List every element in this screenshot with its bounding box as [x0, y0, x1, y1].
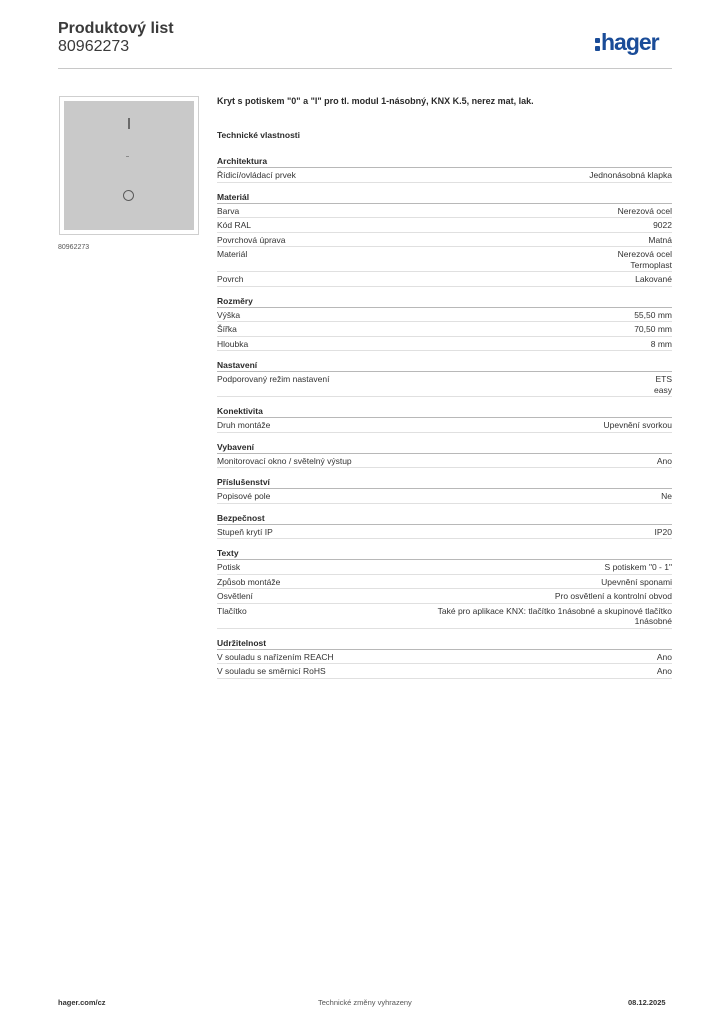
- spec-value: [555, 591, 672, 602]
- specs-table: [217, 155, 672, 687]
- cover-plate-image: [64, 101, 194, 230]
- spec-row: [217, 204, 672, 219]
- product-image: [59, 96, 199, 235]
- spec-section-title: Bezpečnost: [217, 512, 672, 525]
- spec-row: [217, 372, 672, 397]
- hager-logo: [595, 29, 659, 56]
- spec-section: [217, 476, 672, 504]
- spec-section: [217, 441, 672, 469]
- spec-label: Povrchová úprava: [217, 234, 286, 245]
- spec-value: [654, 374, 672, 395]
- spec-value-line: 8 mm: [650, 338, 672, 349]
- spec-value: [657, 652, 672, 663]
- spec-label: Výška: [217, 309, 241, 320]
- spec-label: Barva: [217, 205, 240, 216]
- spec-row: [217, 525, 672, 540]
- spec-row: [217, 233, 672, 248]
- spec-value-line: S potiskem "0 - 1": [604, 562, 672, 572]
- spec-value-line: Ano: [656, 666, 672, 676]
- spec-label: V souladu s nařízením REACH: [217, 651, 334, 662]
- footer-website[interactable]: hager.com/cz: [58, 998, 106, 1007]
- spec-row: [217, 272, 672, 287]
- spec-value: [635, 274, 672, 285]
- spec-section-title: Architektura: [217, 155, 672, 168]
- spec-section-title: Příslušenství: [217, 476, 672, 489]
- spec-section-title: Vybavení: [217, 441, 672, 454]
- spec-label: Podporovaný režim nastavení: [217, 374, 330, 384]
- spec-section-title: Konektivita: [217, 405, 672, 418]
- spec-label: Monitorovací okno / světelný výstup: [217, 455, 352, 466]
- spec-value-line: Ano: [656, 651, 672, 662]
- spec-label: Osvětlení: [217, 591, 253, 601]
- spec-row: [217, 589, 672, 604]
- header-divider: [58, 68, 672, 69]
- spec-value: [657, 456, 672, 467]
- spec-row: [217, 454, 672, 469]
- spec-row: [217, 322, 672, 337]
- spec-row: [217, 247, 672, 272]
- image-caption: 80962273: [58, 244, 90, 251]
- spec-value: [655, 527, 673, 538]
- spec-value: [648, 235, 672, 246]
- product-code: 80962273: [58, 38, 130, 55]
- spec-label: Šířka: [217, 324, 237, 334]
- spec-row: [217, 218, 672, 233]
- spec-value: [618, 206, 672, 217]
- spec-value-line: Jednonásobná klapka: [589, 170, 672, 180]
- spec-label: Potisk: [217, 562, 241, 572]
- spec-value: [651, 339, 672, 350]
- logo-dots-icon: [595, 36, 600, 51]
- spec-value-line: Ano: [656, 455, 672, 466]
- spec-value-line: Také pro aplikace KNX: tlačítko 1násobné a skupinové tlačítko: [437, 605, 672, 616]
- center-mark: [126, 156, 129, 157]
- spec-value-line: Termoplast: [630, 259, 672, 270]
- spec-value: [589, 170, 672, 181]
- footer-date: 08.12.2025: [628, 998, 666, 1007]
- spec-row: [217, 575, 672, 590]
- spec-value: [653, 220, 672, 231]
- spec-row: [217, 418, 672, 433]
- spec-row: [217, 604, 672, 629]
- spec-section: [217, 637, 672, 679]
- spec-value-line: ETS: [655, 374, 672, 384]
- spec-label: Povrch: [217, 274, 244, 284]
- page-title: Produktový list: [58, 20, 174, 37]
- spec-label: Popisové pole: [217, 491, 271, 501]
- logo-text: hager: [601, 29, 659, 55]
- spec-value-line: IP20: [654, 526, 672, 537]
- spec-label: Kód RAL: [217, 220, 252, 230]
- spec-label: Hloubka: [217, 338, 249, 349]
- spec-value: [618, 249, 672, 270]
- footer-note: Technické změny vyhrazeny: [318, 998, 412, 1007]
- spec-value: [661, 491, 672, 502]
- spec-value-line: Nerezová ocel: [617, 249, 672, 259]
- spec-label: V souladu se směrnicí RoHS: [217, 666, 326, 676]
- spec-value-line: Nerezová ocel: [617, 205, 672, 216]
- spec-section-title: Materiál: [217, 191, 672, 204]
- spec-section-title: Rozměry: [217, 295, 672, 308]
- spec-value: [634, 324, 672, 335]
- spec-value: [601, 577, 672, 588]
- spec-section: [217, 547, 672, 629]
- spec-row: [217, 337, 672, 352]
- spec-row: [217, 489, 672, 504]
- spec-row: [217, 168, 672, 183]
- technical-properties-heading: Technické vlastnosti: [217, 130, 300, 140]
- spec-value-line: Lakované: [635, 274, 672, 284]
- spec-value-line: Ne: [661, 491, 672, 501]
- spec-row: [217, 664, 672, 679]
- spec-label: Způsob montáže: [217, 576, 281, 587]
- print-zero-symbol: [123, 190, 134, 201]
- spec-value-line: 1násobné: [634, 616, 672, 626]
- spec-value: [657, 666, 672, 677]
- spec-label: Tlačítko: [217, 605, 247, 616]
- spec-value: [438, 606, 672, 627]
- spec-value: [603, 420, 672, 431]
- spec-value-line: Upevnění sponami: [601, 576, 672, 587]
- spec-row: [217, 560, 672, 575]
- spec-label: Materiál: [217, 249, 248, 259]
- spec-section-title: Udržitelnost: [217, 637, 672, 650]
- spec-section: [217, 405, 672, 433]
- print-one-symbol: [128, 118, 130, 129]
- product-description: Kryt s potiskem "0" a "I" pro tl. modul 1-násobný, KNX K.5, nerez mat, lak.: [217, 96, 534, 106]
- spec-section-title: Texty: [217, 547, 672, 560]
- spec-section-title: Nastavení: [217, 359, 672, 372]
- spec-value: [634, 310, 672, 321]
- spec-value-line: 70,50 mm: [634, 324, 672, 334]
- spec-row: [217, 650, 672, 665]
- spec-section: [217, 512, 672, 540]
- spec-label: Stupeň krytí IP: [217, 526, 273, 537]
- spec-section: [217, 155, 672, 183]
- spec-value-line: easy: [654, 384, 672, 395]
- spec-value-line: 55,50 mm: [634, 309, 672, 320]
- spec-value-line: Pro osvětlení a kontrolní obvod: [554, 591, 672, 601]
- spec-label: Druh montáže: [217, 420, 271, 430]
- spec-value-line: Matná: [648, 234, 672, 245]
- spec-value: [605, 562, 672, 573]
- spec-value-line: 9022: [653, 220, 672, 230]
- spec-section: [217, 359, 672, 397]
- spec-row: [217, 308, 672, 323]
- spec-section: [217, 191, 672, 287]
- spec-label: Řídicí/ovládací prvek: [217, 170, 296, 180]
- spec-section: [217, 295, 672, 352]
- spec-value-line: Upevnění svorkou: [603, 420, 672, 430]
